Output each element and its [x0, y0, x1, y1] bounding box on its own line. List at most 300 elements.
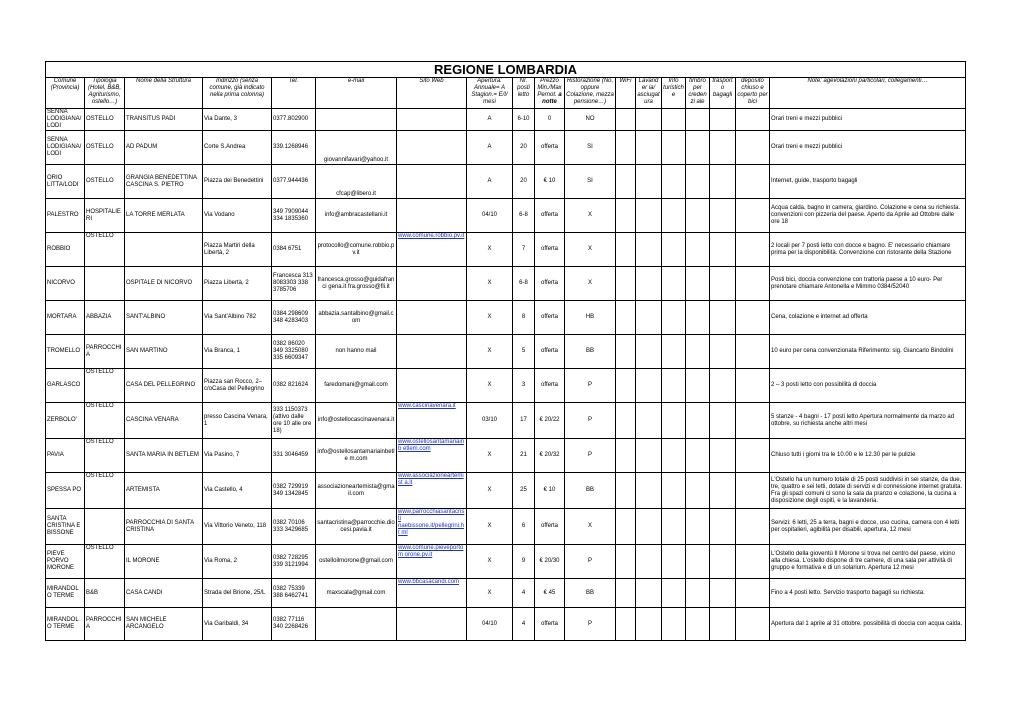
cell-empty [636, 301, 662, 335]
cell-empty [636, 335, 662, 369]
cell-ristorazione: P [565, 545, 616, 579]
cell-ristorazione: BB [565, 579, 616, 608]
cell-tel: 0382 77116 340 2268426 [272, 608, 316, 641]
table-row [46, 131, 966, 165]
cell-posti: 3 [513, 369, 535, 403]
cell-sito[interactable]: www.bbcasacandi.com [397, 579, 467, 608]
cell-tipologia: ABBAZIA [85, 301, 125, 335]
cell-empty [616, 267, 636, 301]
cell-empty [686, 439, 710, 473]
cell-empty [686, 267, 710, 301]
header-tel: Tel. [272, 78, 316, 109]
cell-empty [686, 301, 710, 335]
cell-empty [662, 473, 686, 509]
header-deposito: deposito chiuso e coperto per bici [736, 78, 770, 109]
cell-comune: ZERBOLO' [46, 403, 85, 439]
cell-posti: 6-8 [513, 267, 535, 301]
cell-sito [397, 335, 467, 369]
cell-empty [710, 509, 736, 545]
cell-nome: OSPITALE DI NICORVO [125, 267, 203, 301]
cell-apertura: X [467, 369, 513, 403]
table-row [46, 403, 966, 439]
cell-tipologia: OSTELLO [85, 545, 125, 579]
cell-empty [662, 369, 686, 403]
cell-empty [736, 608, 770, 641]
cell-empty [662, 509, 686, 545]
cell-empty [636, 439, 662, 473]
cell-prezzo: € 20/30 [535, 545, 565, 579]
cell-empty [736, 233, 770, 267]
cell-email: giovannifavari@yahoo.it [316, 131, 397, 165]
cell-tel: 333 1150373 (attivo dalle ore 10 alle ore 18) [272, 403, 316, 439]
cell-tel: 331 3046459 [272, 439, 316, 473]
cell-tipologia [85, 509, 125, 545]
cell-apertura: 04/10 [467, 608, 513, 641]
cell-ristorazione: BB [565, 335, 616, 369]
cell-ristorazione: P [565, 369, 616, 403]
cell-nome: CASA DEL PELLEGRINO [125, 369, 203, 403]
cell-tel: 0382 821624 [272, 369, 316, 403]
cell-empty [616, 335, 636, 369]
cell-ristorazione: X [565, 509, 616, 545]
cell-ristorazione: X [565, 233, 616, 267]
cell-empty [616, 165, 636, 199]
table-row [46, 267, 966, 301]
cell-email: info@ostellocascinavenara.it [316, 403, 397, 439]
cell-apertura: X [467, 301, 513, 335]
cell-sito [397, 369, 467, 403]
cell-nome: LA TORRE MERLATA [125, 199, 203, 233]
cell-tel: 0382 729919 349 1342845 [272, 473, 316, 509]
cell-empty [662, 131, 686, 165]
cell-ristorazione: SI [565, 131, 616, 165]
cell-email: associazioneartemista@gmail.com [316, 473, 397, 509]
cell-tipologia: OSTELLO [85, 403, 125, 439]
cell-posti: 17 [513, 403, 535, 439]
cell-empty [616, 608, 636, 641]
cell-empty [710, 473, 736, 509]
header-ristorazione: Ristorazione (No, oppure Colazione, mezza pensione…) [565, 78, 616, 109]
cell-note: Posti bici, doccia convenzione con trattoria paese a 10 euro- Per prenotare chiamare Antonella e Mimmo 0384/52040 [770, 267, 966, 301]
table-row [46, 301, 966, 335]
cell-apertura: A [467, 109, 513, 131]
cell-posti: 8 [513, 301, 535, 335]
cell-prezzo: € 10 [535, 473, 565, 509]
cell-comune: PAVIA [46, 439, 85, 473]
cell-empty [636, 545, 662, 579]
cell-empty [616, 109, 636, 131]
cell-empty [662, 267, 686, 301]
cell-comune: MIRANDOL O TERME [46, 579, 85, 608]
cell-empty [686, 579, 710, 608]
accommodation-table [45, 61, 966, 641]
table-row [46, 199, 966, 233]
cell-empty [616, 439, 636, 473]
cell-indirizzo: Via Pasino, 7 [203, 439, 272, 473]
cell-empty [710, 109, 736, 131]
cell-posti: 4 [513, 579, 535, 608]
cell-empty [616, 509, 636, 545]
cell-tel: 0382 86020 349 3325080 335 6609347 [272, 335, 316, 369]
cell-comune: NICORVO [46, 267, 85, 301]
cell-email: faredomani@gmail.com [316, 369, 397, 403]
cell-ristorazione: P [565, 439, 616, 473]
cell-empty [636, 403, 662, 439]
cell-comune: MIRANDOL O TERME [46, 608, 85, 641]
cell-apertura: X [467, 579, 513, 608]
cell-email: santacristina@parrocchie.diocesi.pavia.it [316, 509, 397, 545]
cell-note: 2 locali per 7 posti letto con docce e bagno. E' necessario chiamare prima per la disponibilità. Convenzione con ristorante della Stazione [770, 233, 966, 267]
cell-empty [636, 233, 662, 267]
cell-sito[interactable]: www.cascinavenara.it [397, 403, 467, 439]
cell-comune: MORTARA [46, 301, 85, 335]
header-trasporto: trasporto bagagli [710, 78, 736, 109]
cell-nome: SANT'ALBINO [125, 301, 203, 335]
cell-indirizzo: Via Vittorio Veneto, 118 [203, 509, 272, 545]
cell-empty [710, 545, 736, 579]
cell-comune: SENNA LODIGIANA/ LODI [46, 109, 85, 131]
cell-tel: 0382 75339 388 6462741 [272, 579, 316, 608]
cell-sito [397, 165, 467, 199]
cell-tipologia: HOSPITALIERI [85, 199, 125, 233]
cell-indirizzo: Corte S.Andrea [203, 131, 272, 165]
cell-empty [736, 403, 770, 439]
cell-ristorazione: P [565, 403, 616, 439]
cell-tipologia: OSTELLO [85, 439, 125, 473]
cell-empty [736, 509, 770, 545]
cell-sito[interactable]: www.ostellosantamariainb etlem.com [397, 439, 467, 473]
cell-empty [616, 579, 636, 608]
table-row [46, 165, 966, 199]
cell-sito [397, 131, 467, 165]
header-prezzo [535, 78, 565, 109]
cell-sito [397, 608, 467, 641]
cell-empty [636, 267, 662, 301]
cell-sito[interactable]: www.associazioneartemist a.it [397, 473, 467, 509]
cell-tipologia: OSTELLO [85, 109, 125, 131]
cell-email [316, 608, 397, 641]
cell-comune: PIEVE PORVO MORONE [46, 545, 85, 579]
cell-empty [710, 608, 736, 641]
cell-apertura: X [467, 439, 513, 473]
header-wifi: WiFi [616, 78, 636, 109]
cell-empty [736, 109, 770, 131]
cell-ristorazione: P [565, 608, 616, 641]
cell-nome: SAN MARTINO [125, 335, 203, 369]
cell-email: non hanno mail [316, 335, 397, 369]
cell-prezzo: offerta [535, 335, 565, 369]
cell-empty [736, 165, 770, 199]
cell-note: Apertura dal 1 aprile al 31 ottobre. possibilità di doccia con acqua calda. [770, 608, 966, 641]
cell-prezzo: offerta [535, 233, 565, 267]
cell-empty [636, 608, 662, 641]
cell-apertura: A [467, 165, 513, 199]
header-sito: Sito Web [397, 78, 467, 109]
cell-empty [736, 545, 770, 579]
cell-empty [662, 199, 686, 233]
cell-empty [662, 335, 686, 369]
cell-nome: GRANGIA BENEDETTINA CASCINA S. PIETRO [125, 165, 203, 199]
cell-ristorazione: SI [565, 165, 616, 199]
table-row [46, 608, 966, 641]
cell-empty [686, 335, 710, 369]
cell-indirizzo: Via Sant'Albino 782 [203, 301, 272, 335]
cell-email: info@ambracastellani.it [316, 199, 397, 233]
header-lavanderia: Lavander ia/ asciugat ura [636, 78, 662, 109]
cell-sito[interactable]: www.comune.pieveportom orone.pv.it [397, 545, 467, 579]
cell-tipologia: OSTELLO [85, 131, 125, 165]
cell-empty [710, 369, 736, 403]
cell-empty [710, 199, 736, 233]
cell-posti: 7 [513, 233, 535, 267]
cell-comune: SPESSA PO [46, 473, 85, 509]
cell-prezzo: € 20/32 [535, 439, 565, 473]
cell-empty [686, 509, 710, 545]
cell-apertura: A [467, 131, 513, 165]
cell-email: francesca.grosso@guidafranci gena.it fra.grosso@fli.it [316, 267, 397, 301]
cell-empty [662, 301, 686, 335]
cell-tipologia: OSTELLO [85, 369, 125, 403]
cell-empty [736, 267, 770, 301]
cell-empty [636, 579, 662, 608]
header-comune: Comune (Provincia) [46, 78, 85, 109]
cell-posti: 20 [513, 131, 535, 165]
cell-note: Internet, guide, trasporto bagagli [770, 165, 966, 199]
cell-ristorazione: X [565, 199, 616, 233]
cell-nome: TRANSITUS PADI [125, 109, 203, 131]
cell-empty [736, 473, 770, 509]
cell-note: Servizi: 6 letti, 25 a terra, bagni e docce, uso cucina, camera con 4 letti per ospitalieri, agibilità per disabili, apertura, 12 mesi [770, 509, 966, 545]
cell-nome: CASCINA VENARA [125, 403, 203, 439]
cell-comune: ROBBIO [46, 233, 85, 267]
cell-empty [686, 131, 710, 165]
cell-tipologia: OSTELLO [85, 233, 125, 267]
cell-prezzo: offerta [535, 608, 565, 641]
cell-empty [736, 301, 770, 335]
cell-email: maxscala@gmail.com [316, 579, 397, 608]
table-row [46, 335, 966, 369]
cell-empty [710, 131, 736, 165]
cell-empty [636, 509, 662, 545]
cell-posti: 6-8 [513, 199, 535, 233]
header-info: Info turistich e [662, 78, 686, 109]
cell-empty [616, 199, 636, 233]
cell-comune: SANTA CRISTINA E BISSONE [46, 509, 85, 545]
cell-email [316, 109, 397, 131]
header-note: Note: agevolazioni particolari, collegamenti… [770, 78, 966, 109]
cell-ristorazione: BB [565, 473, 616, 509]
cell-tipologia: OSTELLO [85, 165, 125, 199]
cell-comune: TROMELLO [46, 335, 85, 369]
cell-apertura: 04/10 [467, 199, 513, 233]
header-timbro: timbro per credenzi ale [686, 78, 710, 109]
cell-empty [736, 439, 770, 473]
cell-empty [616, 369, 636, 403]
cell-empty [736, 199, 770, 233]
cell-email: abbazia.santalbino@gmail.com [316, 301, 397, 335]
page-title: REGIONE LOMBARDIA [46, 62, 966, 78]
cell-tipologia: B&B [85, 579, 125, 608]
cell-prezzo: offerta [535, 301, 565, 335]
cell-empty [636, 131, 662, 165]
cell-note: Chiuso tutti i giorni tra le 10.00 e le 12.30 per le pulizie [770, 439, 966, 473]
cell-empty [636, 369, 662, 403]
cell-empty [686, 165, 710, 199]
cell-nome: ARTEMISTA [125, 473, 203, 509]
cell-tipologia: PARROCCHIA [85, 608, 125, 641]
cell-posti: 25 [513, 473, 535, 509]
cell-empty [686, 403, 710, 439]
cell-sito [397, 199, 467, 233]
cell-prezzo: offerta [535, 199, 565, 233]
cell-empty [616, 545, 636, 579]
cell-prezzo: € 10 [535, 165, 565, 199]
cell-prezzo: offerta [535, 131, 565, 165]
cell-empty [662, 439, 686, 473]
cell-empty [710, 579, 736, 608]
header-prezzo-note: a notte [542, 92, 562, 105]
cell-empty [636, 473, 662, 509]
cell-posti: 4 [513, 608, 535, 641]
cell-sito[interactable]: www.parrocchiasantacristi naebissone.it/pellegrini.ht ml [397, 509, 467, 545]
cell-ristorazione: X [565, 267, 616, 301]
cell-indirizzo: Piazza Martiri della Libertà, 2 [203, 233, 272, 267]
cell-tipologia [85, 267, 125, 301]
cell-empty [662, 579, 686, 608]
table-row [46, 109, 966, 131]
cell-apertura: 03/10 [467, 403, 513, 439]
table-row [46, 439, 966, 473]
cell-empty [616, 301, 636, 335]
cell-empty [686, 233, 710, 267]
cell-note: L'Ostello della gioventù Il Morone si trova nel centro del paese, vicino alla chiesa. L'ostello dispone di tre camere, di una sala per attività di gruppo e formativa e di un solarium. Apertura 12 mesi [770, 545, 966, 579]
cell-posti: 6-10 [513, 109, 535, 131]
header-indirizzo: Indirizzo (senza comune, già indicato nella prima colonna) [203, 78, 272, 109]
cell-note: Orari treni e mezzi pubblici [770, 109, 966, 131]
table-row [46, 369, 966, 403]
cell-indirizzo: presso Cascina Venara, 1 [203, 403, 272, 439]
table-row [46, 473, 966, 509]
cell-nome: IL MORONE [125, 545, 203, 579]
cell-empty [636, 199, 662, 233]
table-row [46, 545, 966, 579]
cell-indirizzo: Piazza san Rocco, 2– c/oCasa del Pellegrino [203, 369, 272, 403]
header-nome: Nome della Struttura [125, 78, 203, 109]
cell-empty [736, 369, 770, 403]
cell-apertura: X [467, 267, 513, 301]
cell-indirizzo: Piazza Libertà, 2 [203, 267, 272, 301]
cell-tel: Francesca 313 8083303 338 3785706 [272, 267, 316, 301]
cell-note: 10 euro per cena convenzionata Riferimento: sig. Giancarlo Bindolini [770, 335, 966, 369]
cell-empty [736, 131, 770, 165]
cell-email: info@ostellosantamariainbetle m.com [316, 439, 397, 473]
cell-empty [616, 473, 636, 509]
cell-note: 2 – 3 posti letto con possibilità di doccia [770, 369, 966, 403]
cell-prezzo: € 45 [535, 579, 565, 608]
cell-empty [636, 165, 662, 199]
cell-empty [710, 165, 736, 199]
cell-tel: 0384 6751 [272, 233, 316, 267]
cell-sito[interactable]: www.comune.robbio.pv.it [397, 233, 467, 267]
cell-nome [125, 233, 203, 267]
cell-tipologia: OSTELLO [85, 473, 125, 509]
cell-empty [662, 233, 686, 267]
cell-posti: 21 [513, 439, 535, 473]
cell-posti: 20 [513, 165, 535, 199]
cell-prezzo: € 20/22 [535, 403, 565, 439]
cell-sito [397, 301, 467, 335]
cell-empty [710, 233, 736, 267]
cell-apertura: X [467, 473, 513, 509]
cell-posti: 6 [513, 509, 535, 545]
cell-nome: AD PADUM [125, 131, 203, 165]
cell-tel: 0377.802900 [272, 109, 316, 131]
spreadsheet [45, 61, 965, 641]
header-apertura: Apertura: Annuale= A Stagion.= E/I/ mesi [467, 78, 513, 109]
cell-empty [662, 109, 686, 131]
cell-sito [397, 109, 467, 131]
cell-apertura: X [467, 509, 513, 545]
cell-comune: GARLASCO [46, 369, 85, 403]
cell-ristorazione: HB [565, 301, 616, 335]
cell-empty [710, 403, 736, 439]
cell-empty [662, 545, 686, 579]
cell-comune: ORIO LITTA/LODI [46, 165, 85, 199]
cell-indirizzo: Via Branca, 1 [203, 335, 272, 369]
cell-tel: 0384 298609 348 4283403 [272, 301, 316, 335]
header-row [46, 78, 966, 109]
cell-indirizzo: Via Roma, 2 [203, 545, 272, 579]
cell-tipologia: PARROCCHIA [85, 335, 125, 369]
cell-empty [616, 131, 636, 165]
cell-empty [616, 403, 636, 439]
cell-empty [686, 369, 710, 403]
table-row [46, 233, 966, 267]
cell-tel: 0382 728295 339 3121994 [272, 545, 316, 579]
cell-prezzo: offerta [535, 509, 565, 545]
cell-indirizzo: Via Garibaldi, 34 [203, 608, 272, 641]
cell-posti: 5 [513, 335, 535, 369]
cell-empty [686, 473, 710, 509]
cell-indirizzo: Via Dante, 3 [203, 109, 272, 131]
cell-note: L'Ostello ha un numero totale di 25 posti suddivisi in sei stanze, da due, tre, quattro e sei letti, dotate di servizi e di connessione internet gratuita. Fra gli spazi comuni ci sono la sala da pranzo e colazione, la cucina a disposizione degli ospiti, e la lavanderia. [770, 473, 966, 509]
cell-posti: 9 [513, 545, 535, 579]
cell-email: protocollo@comune.robbio.pv.it [316, 233, 397, 267]
cell-indirizzo: Via Vodano [203, 199, 272, 233]
cell-empty [686, 109, 710, 131]
cell-note: Acqua calda, bagno in camera, giardino. Colazione e cena su richiesta. convenzioni con pizzeria del paese. Aperto da Aprile ad Ottobre dalle ore 18 [770, 199, 966, 233]
cell-empty [662, 403, 686, 439]
cell-empty [736, 335, 770, 369]
cell-email: cfcap@libero.it [316, 165, 397, 199]
cell-empty [616, 233, 636, 267]
cell-comune: SENNA LODIGIANA/ LODI [46, 131, 85, 165]
cell-nome: PARROCCHIA DI SANTA CRISTINA [125, 509, 203, 545]
cell-empty [636, 109, 662, 131]
cell-tel: 339.1268946 [272, 131, 316, 165]
cell-prezzo: offerta [535, 369, 565, 403]
header-posti: Nr. posti letto [513, 78, 535, 109]
cell-empty [710, 301, 736, 335]
cell-apertura: X [467, 545, 513, 579]
cell-empty [662, 165, 686, 199]
cell-indirizzo: Strada del Brione, 25/L [203, 579, 272, 608]
header-prezzo-label: Prezzo Min./Max Pernot. [537, 78, 562, 98]
cell-apertura: X [467, 233, 513, 267]
cell-empty [686, 199, 710, 233]
cell-note: Cena, colazione e internet ad offerta [770, 301, 966, 335]
cell-sito [397, 267, 467, 301]
